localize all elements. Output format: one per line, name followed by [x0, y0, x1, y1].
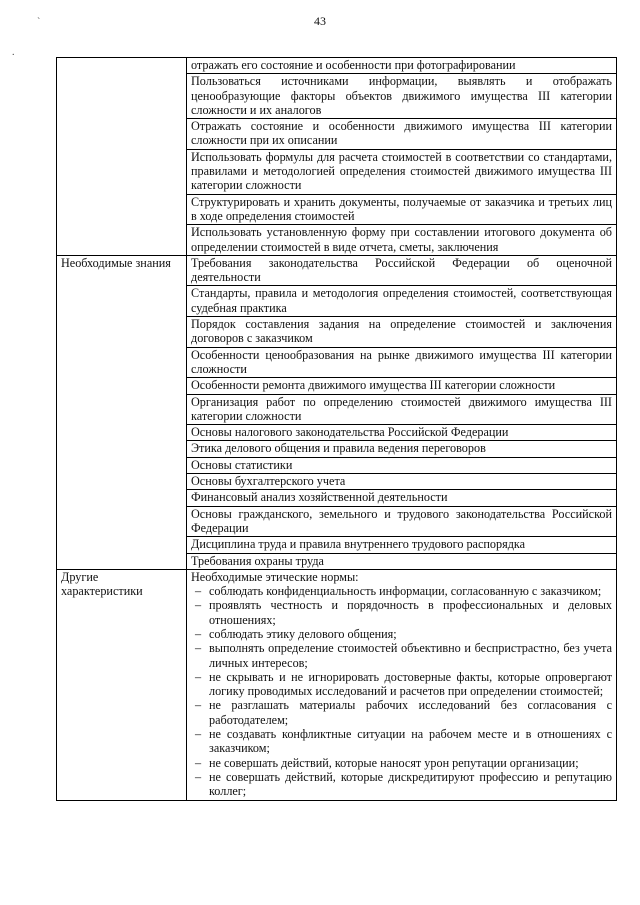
knowledge-row: Финансовый анализ хозяйственной деятельности — [187, 490, 617, 506]
skill-row: Структурировать и хранить документы, получаемые от заказчика и третьих лиц в ходе определения стоимостей — [187, 194, 617, 225]
knowledge-row: Требования законодательства Российской Федерации об оценочной деятельности — [187, 255, 617, 286]
dash-bullet: – — [195, 669, 202, 684]
dash-bullet: – — [195, 598, 202, 613]
skills-label-cell — [57, 58, 187, 256]
dash-bullet: – — [195, 626, 202, 641]
ethics-item-text: не совершать действий, которые дискредитируют профессию и репутацию коллег; — [209, 769, 612, 799]
knowledge-row: Дисциплина труда и правила внутреннего трудового распорядка — [187, 537, 617, 553]
ethics-item-text: соблюдать этику делового общения; — [209, 626, 397, 641]
skill-row: отражать его состояние и особенности при фотографировании — [187, 58, 617, 74]
page-number: 43 — [314, 14, 326, 28]
knowledge-row: Особенности ремонта движимого имущества III категории сложности — [187, 378, 617, 394]
knowledge-row: Этика делового общения и правила ведения переговоров — [187, 441, 617, 457]
knowledge-row: Основы статистики — [187, 457, 617, 473]
ethics-item — [195, 598, 612, 627]
ethics-item — [195, 756, 612, 770]
ethics-item-text: не совершать действий, которые наносят урон репутации организации; — [209, 755, 579, 770]
ethics-item — [195, 641, 612, 670]
knowledge-row: Организация работ по определению стоимостей движимого имущества III категории сложности — [187, 394, 617, 425]
ethics-item-text: проявлять честность и порядочность в профессиональных и деловых отношениях; — [209, 598, 612, 627]
dash-bullet: – — [195, 641, 202, 656]
ethics-item — [195, 698, 612, 727]
ethics-item — [195, 670, 612, 699]
scan-mark: ` — [37, 17, 41, 28]
scan-mark: . — [12, 47, 15, 58]
ethics-item-text: соблюдать конфиденциальность информации, согласованную с заказчиком; — [209, 584, 602, 599]
dash-bullet: – — [195, 769, 202, 784]
knowledge-row: Особенности ценообразования на рынке движимого имущества III категории сложности — [187, 347, 617, 378]
knowledge-row: Основы бухгалтерского учета — [187, 474, 617, 490]
knowledge-row: Основы налогового законодательства Российской Федерации — [187, 425, 617, 441]
other-label: Другие характеристики — [57, 569, 187, 800]
ethics-item-text: не скрывать и не игнорировать достоверные факты, которые опровергают логику проводимых исследований и расчетов при определении стоимостей; — [209, 669, 612, 699]
ethics-item — [195, 770, 612, 799]
ethics-item — [195, 727, 612, 756]
ethics-cell — [187, 569, 617, 800]
ethics-item-text: не разглашать материалы рабочих исследований без согласования с работодателем; — [209, 698, 612, 727]
skill-row: Отражать состояние и особенности движимого имущества III категории сложности при их описании — [187, 119, 617, 150]
skill-row: Пользоваться источниками информации, выявлять и отображать ценообразующие факторы объектов движимого имущества III категории сложности и их аналогов — [187, 74, 617, 119]
knowledge-row: Стандарты, правила и методология определения стоимостей, соответствующая судебная практика — [187, 286, 617, 317]
skill-row: Использовать установленную форму при составлении итогового документа об определении стоимостей в виде отчета, сметы, заключения — [187, 225, 617, 256]
knowledge-row: Основы гражданского, земельного и трудового законодательства Российской Федерации — [187, 506, 617, 537]
ethics-item-text: выполнять определение стоимостей объективно и беспристрастно, без учета личных интересов; — [209, 641, 612, 670]
ethics-intro: Необходимые этические нормы: — [191, 569, 359, 584]
knowledge-label: Необходимые знания — [57, 255, 187, 569]
ethics-item-text: не создавать конфликтные ситуации на рабочем месте и в отношениях с заказчиком; — [209, 727, 612, 756]
dash-bullet: – — [195, 755, 202, 770]
dash-bullet: – — [195, 727, 202, 742]
ethics-item — [195, 584, 612, 598]
ethics-item — [195, 627, 612, 641]
dash-bullet: – — [195, 698, 202, 713]
knowledge-row: Порядок составления задания на определение стоимостей и заключения договоров с заказчиком — [187, 317, 617, 348]
qualification-table — [56, 57, 617, 801]
knowledge-row: Требования охраны труда — [187, 553, 617, 569]
dash-bullet: – — [195, 584, 202, 599]
skill-row: Использовать формулы для расчета стоимостей в соответствии со стандартами, правилами и методологией определения стоимостей движимого имущества III категории сложности — [187, 149, 617, 194]
ethics-list — [191, 584, 612, 798]
